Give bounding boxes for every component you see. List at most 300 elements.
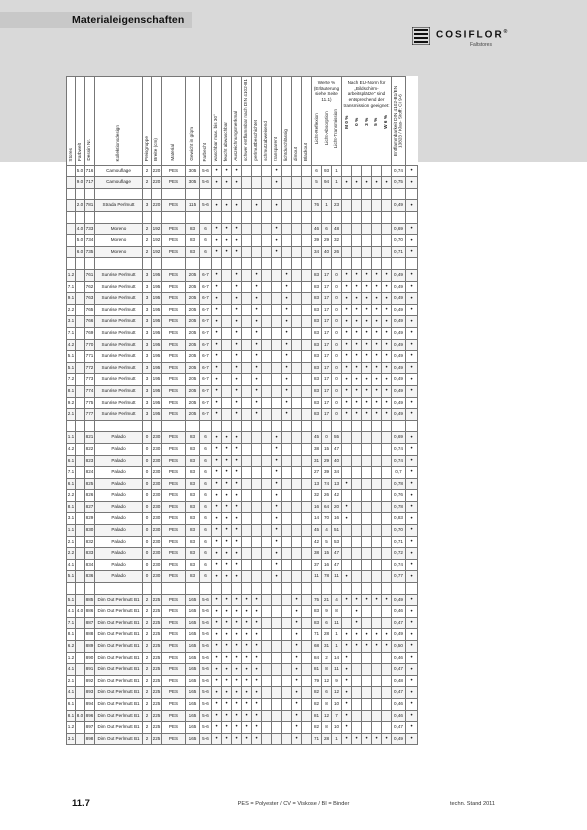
cell-licht-reflexion: 83 (312, 304, 322, 316)
cell-stores: 8.1 (67, 501, 76, 513)
cell-kollektionsdesign: Dim Out Perlmutt B1 (95, 664, 143, 676)
cell-feucht-abwaschbar (222, 270, 232, 282)
cell-blackout (302, 223, 312, 235)
cell-n-5 (372, 246, 382, 258)
cell-gewicht: 83 (186, 548, 200, 560)
cell-schwer-entflammbar (242, 339, 252, 351)
cell-perlmuttbeschichtet: • (252, 351, 262, 363)
cell-farbecht: 6 (200, 246, 212, 258)
cell-stores: 4.1 (67, 687, 76, 699)
cell-farbecht: 5-6 (200, 722, 212, 734)
cell-dimout: • (292, 698, 302, 710)
cell-oeko-tex: • (406, 351, 418, 363)
cell-entflammbarkeit: 0,49 (392, 362, 406, 374)
cell-dimout (292, 571, 302, 583)
cell-oeko-tex: • (406, 246, 418, 258)
cell-schmutzabweisend (262, 385, 272, 397)
cell-stores (67, 223, 76, 235)
table-cell (332, 188, 342, 200)
table-row (67, 525, 418, 537)
cell-m-0 (342, 223, 352, 235)
table-cell (372, 258, 382, 270)
column-header-waschbar: waschbar max. bis 30° (212, 77, 222, 166)
cell-transparent (272, 270, 282, 282)
cell-licht-absorption: 64 (322, 501, 332, 513)
cell-blackout (302, 200, 312, 212)
cell-transparent (272, 687, 282, 699)
cell-dimout (292, 304, 302, 316)
cell-oeko-tex: • (406, 362, 418, 374)
cell-n-0 (352, 664, 362, 676)
cell-oeko-tex: • (406, 432, 418, 444)
table-cell (200, 212, 212, 224)
table-cell (186, 258, 200, 270)
cell-kollektionsdesign: Sunrise Perlmutt (95, 409, 143, 421)
cell-transparent (272, 594, 282, 606)
cell-perlmuttbeschichtet: • (252, 200, 262, 212)
cell-schmutzabweisend (262, 455, 272, 467)
cell-schwer-entflammbar (242, 385, 252, 397)
cell-dimout (292, 327, 302, 339)
cell-preisgruppe: 0 (143, 455, 152, 467)
cell-farbwelt (76, 722, 85, 734)
cell-w-6 (382, 501, 392, 513)
cell-n-5: • (372, 374, 382, 386)
cell-schwer-entflammbar (242, 281, 252, 293)
table-row (67, 559, 418, 571)
cell-transparent (272, 293, 282, 305)
cell-material: PES (162, 652, 186, 664)
cell-feucht-abwaschbar (222, 339, 232, 351)
cell-schwer-entflammbar (242, 246, 252, 258)
cell-gewicht: 165 (186, 606, 200, 618)
cell-perlmuttbeschichtet: • (252, 374, 262, 386)
cell-n-5: • (372, 293, 382, 305)
cell-n-3: • (362, 270, 372, 282)
cell-licht-absorption: 17 (322, 339, 332, 351)
brand-name: COSIFLOR® (436, 29, 510, 41)
table-cell (352, 188, 362, 200)
cell-perlmuttbeschichtet (252, 548, 262, 560)
cell-kollektionsdesign: Strada Perlmutt (95, 200, 143, 212)
cell-farbwelt (76, 664, 85, 676)
cell-perlmuttbeschichtet (252, 478, 262, 490)
cell-m-0: • (342, 362, 352, 374)
cell-licht-transmission: 0 (332, 304, 342, 316)
cell-m-0: • (342, 722, 352, 734)
cell-schmutzabweisend (262, 293, 272, 305)
table-cell (292, 583, 302, 595)
cell-m-0 (342, 246, 352, 258)
column-header-blackout: Blackout (302, 77, 312, 166)
table-row (67, 385, 418, 397)
cell-kollektionsdesign: Sunrise Perlmutt (95, 281, 143, 293)
table-cell (67, 188, 76, 200)
cell-schwer-entflammbar (242, 351, 252, 363)
cell-schmutzabweisend (262, 675, 272, 687)
cell-kollektionsdesign: Moreno (95, 223, 143, 235)
cell-licht-reflexion: 81 (312, 664, 322, 676)
cell-blackout (302, 594, 312, 606)
cell-schmutzabweisend (262, 629, 272, 641)
cell-schmutzabweisend (262, 351, 272, 363)
cell-schwer-entflammbar (242, 177, 252, 189)
cell-dessin-nr: 770 (85, 339, 95, 351)
table-cell (302, 258, 312, 270)
table-cell (342, 583, 352, 595)
cell-stores: 3.1 (67, 316, 76, 328)
cell-farbecht: 6-7 (200, 293, 212, 305)
cell-preisgruppe: 0 (143, 513, 152, 525)
table-row (67, 165, 418, 177)
cell-dimout (292, 490, 302, 502)
cell-gewicht: 83 (186, 235, 200, 247)
material-properties-table (66, 76, 418, 745)
table-cell (322, 188, 332, 200)
cell-kollektionsdesign: Dim Out Perlmutt B1 (95, 698, 143, 710)
cell-schwer-entflammbar (242, 443, 252, 455)
cell-dimout (292, 443, 302, 455)
table-cell (312, 583, 322, 595)
cell-entflammbarkeit: 0,78 (392, 501, 406, 513)
cell-entflammbarkeit: 0,75 (392, 177, 406, 189)
cell-farbecht: 5-6 (200, 652, 212, 664)
table-cell (67, 583, 76, 595)
cell-schwer-entflammbar (242, 235, 252, 247)
cell-oeko-tex: • (406, 652, 418, 664)
cell-licht-absorption: 17 (322, 281, 332, 293)
cell-perlmuttbeschichtet: • (252, 733, 262, 745)
table-row (67, 200, 418, 212)
cell-schmutzabweisend (262, 235, 272, 247)
cell-oeko-tex: • (406, 397, 418, 409)
cell-farbecht: 6 (200, 467, 212, 479)
cell-stores: 7.1 (67, 281, 76, 293)
cell-dessin-nr: 762 (85, 281, 95, 293)
cell-perlmuttbeschichtet: • (252, 617, 262, 629)
cell-perlmuttbeschichtet (252, 455, 262, 467)
cell-schmutzabweisend (262, 698, 272, 710)
cell-oeko-tex: • (406, 478, 418, 490)
cell-farbecht: 6 (200, 501, 212, 513)
cell-material: PES (162, 327, 186, 339)
table-cell (312, 188, 322, 200)
cell-w-6 (382, 559, 392, 571)
cell-gewicht: 205 (186, 362, 200, 374)
cell-dessin-nr: 716 (85, 165, 95, 177)
cell-oeko-tex: • (406, 675, 418, 687)
cell-breite: 195 (152, 409, 162, 421)
cell-dessin-nr: 823 (85, 455, 95, 467)
cell-n-5 (372, 664, 382, 676)
cell-entflammbarkeit: 0,49 (392, 304, 406, 316)
cell-transparent: • (272, 177, 282, 189)
cell-material: PES (162, 339, 186, 351)
cell-farbwelt (76, 641, 85, 653)
werte-group-label: Werte % (Erläuterung siehe Seite 11.1) (313, 80, 340, 103)
cell-licht-absorption: 39 (322, 467, 332, 479)
cell-w-6 (382, 698, 392, 710)
cell-w-6: • (382, 304, 392, 316)
cell-licht-transmission: 0 (332, 397, 342, 409)
cell-farbwelt (76, 501, 85, 513)
table-row (67, 675, 418, 687)
table-cell (262, 188, 272, 200)
cell-dimout (292, 270, 302, 282)
cell-n-5: • (372, 177, 382, 189)
cell-schwer-entflammbar: • (242, 698, 252, 710)
cell-stores (67, 200, 76, 212)
cell-oeko-tex: • (406, 443, 418, 455)
cell-transparent (272, 629, 282, 641)
cell-material: PES (162, 409, 186, 421)
table-cell (372, 212, 382, 224)
cell-schmutzabweisend (262, 559, 272, 571)
cell-oeko-tex: • (406, 200, 418, 212)
cell-stores: 2.1 (67, 409, 76, 421)
table-cell (232, 258, 242, 270)
cell-farbecht: 5-6 (200, 617, 212, 629)
cell-perlmuttbeschichtet: • (252, 270, 262, 282)
cell-breite: 230 (152, 478, 162, 490)
cell-transparent (272, 327, 282, 339)
table-cell (332, 258, 342, 270)
cell-auszeichnungsmerkmal: • (232, 571, 242, 583)
cell-m-0: • (342, 687, 352, 699)
cell-entflammbarkeit: 0,46 (392, 698, 406, 710)
cell-n-0: • (352, 606, 362, 618)
cell-n-0: • (352, 397, 362, 409)
cell-dimout: • (292, 687, 302, 699)
cell-dimout (292, 281, 302, 293)
cell-n-0: • (352, 374, 362, 386)
cell-licht-reflexion: 83 (312, 397, 322, 409)
cell-m-0 (342, 548, 352, 560)
cell-farbecht: 6 (200, 223, 212, 235)
cell-licht-absorption: 17 (322, 351, 332, 363)
cell-n-0: • (352, 409, 362, 421)
cell-breite: 220 (152, 177, 162, 189)
cell-dessin-nr: 885 (85, 594, 95, 606)
cell-n-5 (372, 525, 382, 537)
cell-oeko-tex: • (406, 722, 418, 734)
cell-entflammbarkeit: 0,47 (392, 687, 406, 699)
cell-breite: 192 (152, 246, 162, 258)
cell-farbecht: 6-7 (200, 270, 212, 282)
cell-waschbar: • (212, 246, 222, 258)
cell-licht-transmission: 1 (332, 177, 342, 189)
cell-oeko-tex: • (406, 687, 418, 699)
cell-dessin-nr: 896 (85, 710, 95, 722)
cell-schmutzabweisend (262, 362, 272, 374)
cell-farbwelt (76, 351, 85, 363)
cell-feucht-abwaschbar: • (222, 455, 232, 467)
cell-kollektionsdesign: Sunrise Perlmutt (95, 374, 143, 386)
cell-preisgruppe: 0 (143, 501, 152, 513)
cell-farbwelt (76, 293, 85, 305)
cell-m-0: • (342, 733, 352, 745)
cell-preisgruppe: 3 (143, 270, 152, 282)
table-cell (222, 188, 232, 200)
column-header-m-0: M 0 % (343, 114, 349, 129)
cell-material: PES (162, 675, 186, 687)
cell-w-6: • (382, 594, 392, 606)
table-cell (252, 258, 262, 270)
cell-auszeichnungsmerkmal: • (232, 536, 242, 548)
cell-n-5 (372, 675, 382, 687)
cell-gewicht: 83 (186, 536, 200, 548)
cell-w-6: • (382, 374, 392, 386)
cell-waschbar: • (212, 571, 222, 583)
cell-n-5: • (372, 339, 382, 351)
cell-gewicht: 83 (186, 513, 200, 525)
cell-w-6 (382, 235, 392, 247)
cell-oeko-tex: • (406, 664, 418, 676)
cell-breite: 225 (152, 664, 162, 676)
cell-licht-absorption: 1 (322, 200, 332, 212)
cell-gewicht: 165 (186, 722, 200, 734)
cell-schwer-entflammbar: • (242, 641, 252, 653)
cell-perlmuttbeschichtet (252, 490, 262, 502)
cell-farbecht: 6 (200, 432, 212, 444)
cell-farbwelt: 9.0 (76, 177, 85, 189)
cell-n-3: • (362, 327, 372, 339)
column-header-licht-transmission: Licht-Transmission (333, 108, 339, 149)
cell-farbwelt (76, 385, 85, 397)
cell-waschbar: • (212, 177, 222, 189)
cell-licht-absorption: 17 (322, 362, 332, 374)
cell-n-3: • (362, 641, 372, 653)
cell-licht-reflexion: 38 (312, 443, 322, 455)
cell-material: PES (162, 432, 186, 444)
table-cell (252, 212, 262, 224)
cell-entflammbarkeit: 0,49 (392, 374, 406, 386)
cell-kollektionsdesign: Moreno (95, 246, 143, 258)
cell-m-0: • (342, 478, 352, 490)
cell-feucht-abwaschbar (222, 304, 232, 316)
cell-gewicht: 165 (186, 629, 200, 641)
cell-farbwelt (76, 548, 85, 560)
cell-feucht-abwaschbar: • (222, 594, 232, 606)
cell-dimout (292, 455, 302, 467)
cell-perlmuttbeschichtet (252, 246, 262, 258)
table-row (67, 710, 418, 722)
cell-farbwelt (76, 304, 85, 316)
cell-blackout (302, 513, 312, 525)
cell-farbecht: 6-7 (200, 339, 212, 351)
cell-licht-transmission: 0 (332, 339, 342, 351)
cell-dimout (292, 501, 302, 513)
cell-dessin-nr: 763 (85, 293, 95, 305)
cell-perlmuttbeschichtet (252, 443, 262, 455)
cell-licht-transmission: 53 (332, 536, 342, 548)
cell-oeko-tex: • (406, 270, 418, 282)
cell-preisgruppe: 3 (143, 351, 152, 363)
cell-perlmuttbeschichtet (252, 467, 262, 479)
cell-dessin-nr: 777 (85, 409, 95, 421)
cell-blackout (302, 501, 312, 513)
cell-transparent (272, 362, 282, 374)
cell-dessin-nr: 821 (85, 432, 95, 444)
cell-m-0 (342, 443, 352, 455)
cell-n-5: • (372, 362, 382, 374)
cell-schwer-entflammbar (242, 559, 252, 571)
cell-blackout (302, 571, 312, 583)
cell-farbecht: 5-6 (200, 629, 212, 641)
cell-m-0: • (342, 316, 352, 328)
table-cell (212, 212, 222, 224)
cell-lichtdurchlaessig: • (282, 409, 292, 421)
cell-m-0: • (342, 339, 352, 351)
cell-dessin-nr: 773 (85, 374, 95, 386)
cell-feucht-abwaschbar (222, 397, 232, 409)
cell-blackout (302, 293, 312, 305)
cell-licht-reflexion: 82 (312, 722, 322, 734)
cell-waschbar: • (212, 629, 222, 641)
cell-blackout (302, 675, 312, 687)
cell-w-6 (382, 165, 392, 177)
cell-n-5 (372, 490, 382, 502)
cell-oeko-tex: • (406, 235, 418, 247)
cell-transparent: • (272, 246, 282, 258)
cell-blackout (302, 641, 312, 653)
cell-schwer-entflammbar (242, 223, 252, 235)
cell-oeko-tex: • (406, 455, 418, 467)
cell-n-0 (352, 432, 362, 444)
cell-auszeichnungsmerkmal: • (232, 710, 242, 722)
cell-entflammbarkeit: 0,49 (392, 594, 406, 606)
cell-preisgruppe: 3 (143, 316, 152, 328)
table-row (67, 606, 418, 618)
cell-transparent (272, 351, 282, 363)
cell-licht-reflexion: 82 (312, 698, 322, 710)
cell-blackout (302, 304, 312, 316)
table-cell (272, 212, 282, 224)
cell-perlmuttbeschichtet: • (252, 409, 262, 421)
cell-waschbar: • (212, 316, 222, 328)
cell-stores: 8.1 (67, 710, 76, 722)
cell-entflammbarkeit: 0,69 (392, 223, 406, 235)
cell-kollektionsdesign: Camouflage (95, 177, 143, 189)
cell-farbwelt (76, 675, 85, 687)
table-cell (282, 258, 292, 270)
cell-entflammbarkeit: 0,74 (392, 559, 406, 571)
cell-feucht-abwaschbar: • (222, 548, 232, 560)
cell-n-3 (362, 501, 372, 513)
cell-breite: 230 (152, 525, 162, 537)
table-row (67, 733, 418, 745)
cell-n-3 (362, 165, 372, 177)
column-header-n-0: 0 % (353, 117, 359, 126)
cell-breite: 195 (152, 304, 162, 316)
cell-entflammbarkeit: 0,83 (392, 513, 406, 525)
cell-material: PES (162, 513, 186, 525)
cell-auszeichnungsmerkmal: • (232, 698, 242, 710)
cell-n-0: • (352, 304, 362, 316)
cell-waschbar: • (212, 698, 222, 710)
cell-farbecht: 6-7 (200, 316, 212, 328)
cell-feucht-abwaschbar (222, 327, 232, 339)
cell-kollektionsdesign: Sunrise Perlmutt (95, 397, 143, 409)
cell-m-0: • (342, 351, 352, 363)
cell-waschbar: • (212, 710, 222, 722)
cell-m-0: • (342, 397, 352, 409)
cell-transparent (272, 397, 282, 409)
table-cell (95, 583, 143, 595)
cell-farbwelt (76, 652, 85, 664)
column-header-lichtdurchlaessig: lichtdurchlässig (282, 77, 292, 166)
cell-waschbar: • (212, 455, 222, 467)
